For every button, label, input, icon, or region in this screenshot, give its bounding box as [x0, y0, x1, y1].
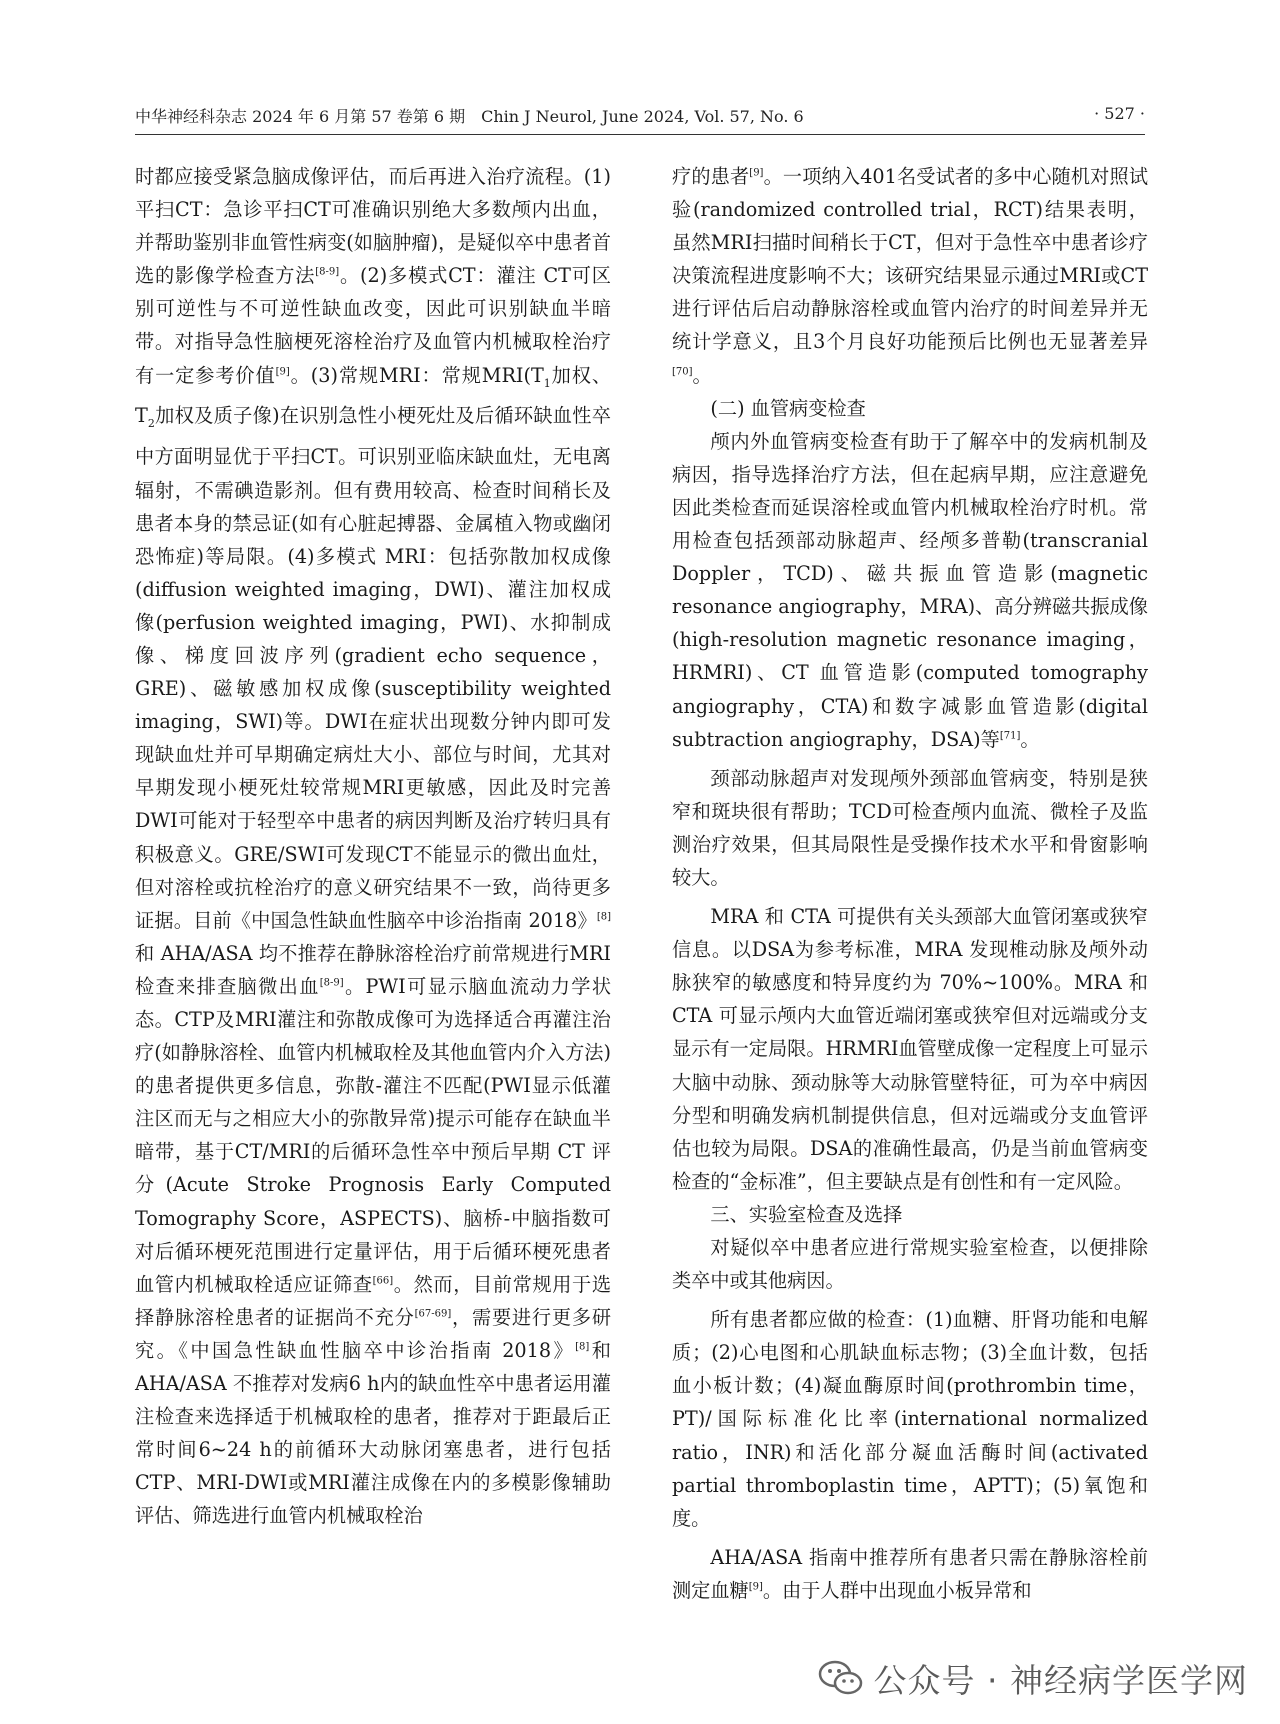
- watermark: [818, 1656, 1248, 1700]
- paragraph-lab-intro: 对疑似卒中患者应进行常规实验室检查，以便排除类卒中或其他病因。: [672, 1236, 1148, 1293]
- paragraph-continued: 疗的患者[9]。一项纳入401名受试者的多中心随机对照试验(randomized controlled trial，RCT)结果表明，虽然MRI扫描时间稍长于CT，但对于急性卒中患者诊疗决策流程进度影响不大；该研究结果显示通过MRI或CT进行评估后启动静脉溶栓或血管内治疗的时间差异并无统计学意义，且3个月良好功能预后比例也无显著差异[70]。: [672, 165, 1149, 387]
- paragraph-lab-list: 所有患者都应做的检查：(1)血糖、肝肾功能和电解质；(2)心电图和心肌缺血标志物；(3)全血计数，包括血小板计数；(4)凝血酶原时间(prothrombin time，PT)/国际标准化比率(international normalized ratio，INR)和活化部分凝血活酶时间(activated partial thromboplastin time，APTT)；(5)氧饱和度。: [672, 1308, 1148, 1530]
- section-heading-vascular: (二) 血管病变检查: [710, 396, 866, 420]
- citation: [9]: [749, 167, 764, 179]
- journal-citation: 中华神经科杂志 2024 年 6 月第 57 卷第 6 期 Chin J Neurol, June 2024, Vol. 57, No. 6: [135, 107, 804, 126]
- paragraph-ultrasound: 颈部动脉超声对发现颅外颈部血管病变，特别是狭窄和斑块很有帮助；TCD可检查颅内血流、微栓子及监测治疗效果，但其局限性是受操作技术水平和骨窗影响较大。: [672, 766, 1148, 889]
- citation: [8-9]: [319, 977, 344, 989]
- right-column: [672, 160, 1148, 1607]
- citation: [67-69]: [414, 1308, 452, 1320]
- citation: [9]: [748, 1581, 763, 1593]
- citation: [70]: [672, 366, 693, 378]
- watermark-text: 公众号 · 神经病学医学网: [873, 1660, 1248, 1700]
- wechat-icon: [818, 1659, 864, 1697]
- header-rule: [135, 134, 1145, 135]
- citation: [71]: [999, 730, 1021, 742]
- paragraph-vascular-exam: 颅内外血管病变检查有助于了解卒中的发病机制及病因，指导选择治疗方法，但在起病早期，应注意避免因此类检查而延误溶栓或血管内机械取栓治疗时机。常用检查包括颈部动脉超声、经颅多普勒(transcranial Doppler，TCD)、磁共振血管造影(magnetic resonance angiography，MRA)、高分辨磁共振成像(high-resolution magnetic resonance imaging，HRMRI)、CT 血管造影(computed tomography angiography，CTA)和数字减影血管造影(digital subtraction angiography，DSA)等[71]。: [672, 429, 1148, 751]
- citation: [8]: [596, 911, 611, 923]
- running-header: [135, 104, 1145, 132]
- paragraph-mra-cta: MRA 和 CTA 可提供有关头颈部大血管闭塞或狭窄信息。以DSA为参考标准，MRA 发现椎动脉及颅外动脉狭窄的敏感度和特异度约为 70%~100%。MRA 和 CTA 可显示颅内大血管近端闭塞或狭窄但对远端或分支显示有一定局限。HRMRI血管壁成像一定程度上可显示大脑中动脉、颈动脉等大动脉管壁特征，可为卒中病因分型和明确发病机制提供信息，但对远端或分支血管评估也较为局限。DSA的准确性最高，仍是当前血管病变检查的“金标准”，但主要缺点是有创性和有一定风险。: [672, 905, 1148, 1193]
- page-number: · 527 ·: [1094, 104, 1145, 123]
- citation: [66]: [372, 1275, 394, 1287]
- citation: [8-9]: [315, 266, 340, 278]
- paragraph-aha-asa: AHA/ASA 指南中推荐所有患者只需在静脉溶栓前测定血糖[9]。由于人群中出现血小板异常和: [672, 1545, 1148, 1602]
- paragraph-imaging-methods: 时都应接受紧急脑成像评估，而后再进入治疗流程。(1)平扫CT：急诊平扫CT可准确识别绝大多数颅内出血，并帮助鉴别非血管性病变(如脑肿瘤)，是疑似卒中患者首选的影像学检查方法[8-9]。(2)多模式CT：灌注 CT可区别可逆性与不可逆性缺血改变，因此可识别缺血半暗带。对指导急性脑梗死溶栓治疗及血管内机械取栓治疗有一定参考价值[9]。(3)常规MRI：常规$MRI(T_1$加权、$T_2$加权及质子像)在识别急性小梗死灶及后循环缺血性卒中方面明显优于平扫CT。可识别亚临床缺血灶，无电离辐射，不需碘造影剂。但有费用较高、检查时间稍长及患者本身的禁忌证(如有心脏起搏器、金属植入物或幽闭恐怖症)等局限。(4)多模式 MRI：包括弥散加权成像(diffusion weighted imaging，DWI)、灌注加权成像(perfusion weighted imaging，PWI)、水抑制成像、梯度回波序列(gradient echo sequence，GRE)、磁敏感加权成像(susceptibility weighted imaging，SWI)等。DWI在症状出现数分钟内即可发现缺血灶并可早期确定病灶大小、部位与时间，尤其对早期发现小梗死灶较常规MRI更敏感，因此及时完善DWI可能对于轻型卒中患者的病因判断及治疗转归具有积极意义。GRE/SWI可发现CT不能显示的微出血灶，但对溶栓或抗栓治疗的意义研究结果不一致，尚待更多证据。目前《中国急性缺血性脑卒中诊治指南 2018》[8]和 AHA/ASA 均不推荐在静脉溶栓治疗前常规进行MRI检查来排查脑微出血[8-9]。PWI可显示脑血流动力学状态。CTP及MRI灌注和弥散成像可为选择适合再灌注治疗(如静脉溶栓、血管内机械取栓及其他血管内介入方法)的患者提供更多信息，弥散-灌注不匹配(PWI显示低灌注区而无与之相应大小的弥散异常)提示可能存在缺血半暗带，基于CT/MRI的后循环急性卒中预后早期 CT 评分(Acute Stroke Prognosis Early Computed Tomography Score，ASPECTS)、脑桥-中脑指数可对后循环梗死范围进行定量评估，用于后循环梗死患者血管内机械取栓适应证筛查[66]。然而，目前常规用于选择静脉溶栓患者的证据尚不充分[67-69]，需要进行更多研究。《中国急性缺血性脑卒中诊治指南 2018》[8]和 AHA/ASA 不推荐对发病6 h内的缺血性卒中患者运用灌注检查来选择适于机械取栓的患者，推荐对于距最后正常时间6~24 h的前循环大动脉闭塞患者，进行包括CTP、MRI-DWI或MRI灌注成像在内的多模影像辅助评估、筛选进行血管内机械取栓治: [135, 165, 612, 1528]
- left-column: [135, 160, 611, 1533]
- citation: [8]: [575, 1341, 590, 1353]
- section-heading-lab: 三、实验室检查及选择: [710, 1202, 903, 1226]
- citation: [9]: [275, 366, 290, 378]
